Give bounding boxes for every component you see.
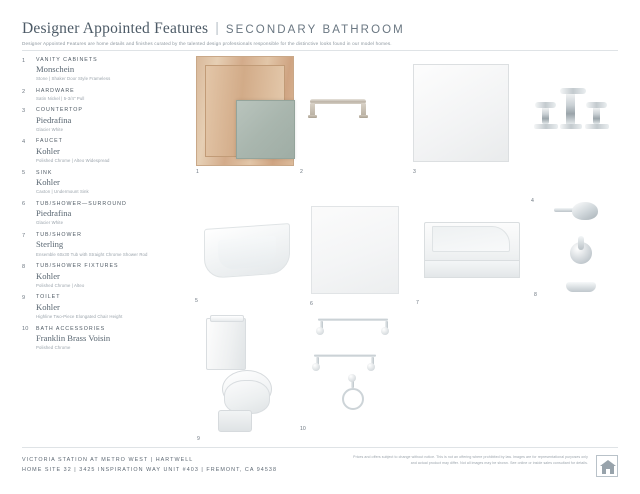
widespread-faucet-image xyxy=(532,84,614,154)
spec-number: 6 xyxy=(22,201,26,208)
image-number-7: 7 xyxy=(416,300,419,306)
shower-head-icon xyxy=(572,202,598,220)
toilet-tank-lid xyxy=(210,315,244,322)
spec-number: 2 xyxy=(22,88,26,95)
footer-community-info xyxy=(22,455,277,475)
spec-description: Ensemble 60x30 Tub with Straight Chrome Shower Rod xyxy=(36,251,148,257)
spec-description: Glacier White xyxy=(36,220,64,226)
image-number-5: 5 xyxy=(195,298,198,304)
spec-brand: Piedrafina xyxy=(36,208,72,219)
image-number-1: 1 xyxy=(196,169,199,175)
spec-category: TOILET xyxy=(36,294,61,301)
product-image-grid xyxy=(180,56,618,442)
spec-description: Highline Two-Piece Elongated Chair Height xyxy=(36,313,123,319)
spec-description: Caxton | Undermount Sink xyxy=(36,189,89,195)
spec-number: 7 xyxy=(22,232,26,239)
bar-pull-image xyxy=(304,84,380,124)
spec-brand: Monschein xyxy=(36,64,75,75)
towel-bar-upper xyxy=(318,318,388,321)
faucet-base-left xyxy=(534,124,558,129)
toilet-tank xyxy=(206,318,246,370)
faucet-handle-lever-left xyxy=(535,102,556,108)
list-item xyxy=(22,170,172,196)
surround-swatch-image xyxy=(311,206,399,294)
spec-category: BATH ACCESSORIES xyxy=(36,325,106,332)
spec-category: HARDWARE xyxy=(36,88,75,95)
tile-swatch-image xyxy=(236,100,295,159)
spec-category: COUNTERTOP xyxy=(36,107,83,114)
image-number-2: 2 xyxy=(300,169,303,175)
towel-bar-lower-plate-right xyxy=(367,363,375,371)
eho-door-shape xyxy=(606,469,610,474)
product-image-tub-shower-surround xyxy=(311,206,401,306)
list-item xyxy=(22,138,172,164)
pull-foot-left xyxy=(308,115,317,118)
list-item xyxy=(22,263,172,289)
towel-bar-lower-plate-left xyxy=(312,363,320,371)
faucet-base-right xyxy=(585,124,609,129)
towel-ring-plate xyxy=(348,374,356,382)
spec-description: Stone | Shaker Door Style Frameless xyxy=(36,76,111,82)
product-image-toilet xyxy=(197,318,296,442)
spec-description: Satin Nickel | 5-3/4" Pull xyxy=(36,95,85,101)
list-item xyxy=(22,201,172,227)
faucet-spout-top xyxy=(560,88,586,94)
faucet-handle-lever-right xyxy=(586,102,607,108)
spec-description: Polished Chrome xyxy=(36,345,71,351)
product-image-tub-shower-fixtures xyxy=(534,194,618,314)
spec-brand: Kohler xyxy=(36,177,60,188)
towel-bar-lower xyxy=(314,354,376,357)
header-divider xyxy=(22,50,618,51)
image-number-6: 6 xyxy=(310,301,313,307)
spec-category: TUB/SHOWER FIXTURES xyxy=(36,263,119,270)
toilet-bowl xyxy=(224,380,270,414)
spec-number: 5 xyxy=(22,170,26,177)
list-item xyxy=(22,107,172,133)
footer-divider xyxy=(22,447,618,448)
image-number-8: 8 xyxy=(534,292,537,298)
spec-category: VANITY CABINETS xyxy=(36,57,98,63)
footer-disclaimer: Prices and offers subject to change without notice. This is not an offering where prohibited by law. Images are for representational purposes only and actual product may differ. Not all images may be shown. See online or inside sales consultant for details. xyxy=(353,455,588,465)
spec-category: TUB/SHOWER—SURROUND xyxy=(36,200,127,207)
tub-apron xyxy=(424,260,520,278)
title-separator: | xyxy=(215,19,219,35)
pull-foot-right xyxy=(359,115,368,118)
tub-spout xyxy=(566,282,596,292)
specification-list xyxy=(22,57,172,357)
spec-brand: Sterling xyxy=(36,239,64,250)
footer-address: HOME SITE 32 | 3425 INSPIRATION WAY UNIT #403 | FREMONT, CA 94538 xyxy=(22,467,277,473)
faucet-base-center xyxy=(560,124,582,129)
product-image-hardware xyxy=(300,84,380,175)
page-header xyxy=(22,20,618,48)
image-number-4: 4 xyxy=(531,198,534,204)
spec-category: FAUCET xyxy=(36,138,63,145)
spec-category: SINK xyxy=(36,169,53,176)
spec-brand: Kohler xyxy=(36,301,60,312)
product-image-faucet xyxy=(531,84,614,204)
footer-community-name: VICTORIA STATION AT METRO WEST | HARTWELL xyxy=(22,457,194,463)
image-number-3: 3 xyxy=(413,169,416,175)
spec-brand: Kohler xyxy=(36,145,60,156)
product-image-bath-accessories xyxy=(300,312,418,432)
product-image-tile-swatch xyxy=(236,100,296,160)
faucet-spout xyxy=(566,90,575,124)
product-image-countertop xyxy=(413,64,509,175)
pull-bar xyxy=(310,99,366,104)
list-item xyxy=(22,57,172,83)
product-image-tub-shower xyxy=(416,214,530,309)
towel-ring xyxy=(342,388,364,410)
spec-brand: Kohler xyxy=(36,270,60,281)
spec-brand: Franklin Brass Voisin xyxy=(36,332,111,343)
countertop-swatch-image xyxy=(413,64,509,162)
title-row xyxy=(22,20,618,38)
spec-number: 9 xyxy=(22,294,26,301)
spec-description: Polished Chrome | Alteo xyxy=(36,282,85,288)
towel-bar-plate-right xyxy=(381,327,389,335)
spec-number: 3 xyxy=(22,107,26,114)
spec-description: Polished Chrome | Alteo Widespread xyxy=(36,157,110,163)
spec-number: 4 xyxy=(22,138,26,145)
page-subtitle-room: SECONDARY BATHROOM xyxy=(225,24,405,36)
list-item xyxy=(22,88,172,102)
valve-handle xyxy=(578,236,584,250)
list-item xyxy=(22,232,172,258)
spec-description: Glacier White xyxy=(36,126,64,132)
toilet-base xyxy=(218,410,252,432)
image-number-10: 10 xyxy=(300,426,306,432)
spec-brand: Piedrafina xyxy=(36,114,72,125)
image-number-9: 9 xyxy=(197,436,200,442)
equal-housing-opportunity-icon xyxy=(596,455,618,477)
towel-bar-plate-left xyxy=(316,327,324,335)
product-image-sink xyxy=(196,216,300,306)
spec-number: 1 xyxy=(22,57,26,64)
page-title: Designer Appointed Features xyxy=(22,20,209,37)
header-description: Designer Appointed Features are home details and finishes curated by the talented design professionals responsible for the distinctive looks found in our model homes. xyxy=(22,41,392,46)
list-item xyxy=(22,294,172,320)
spec-number: 8 xyxy=(22,263,26,270)
faucet-handle-right xyxy=(593,106,600,124)
faucet-handle-left xyxy=(542,106,549,124)
tub-basin xyxy=(432,226,510,252)
spec-category: TUB/SHOWER xyxy=(36,232,82,239)
list-item xyxy=(22,326,172,352)
spec-number: 10 xyxy=(22,326,29,333)
